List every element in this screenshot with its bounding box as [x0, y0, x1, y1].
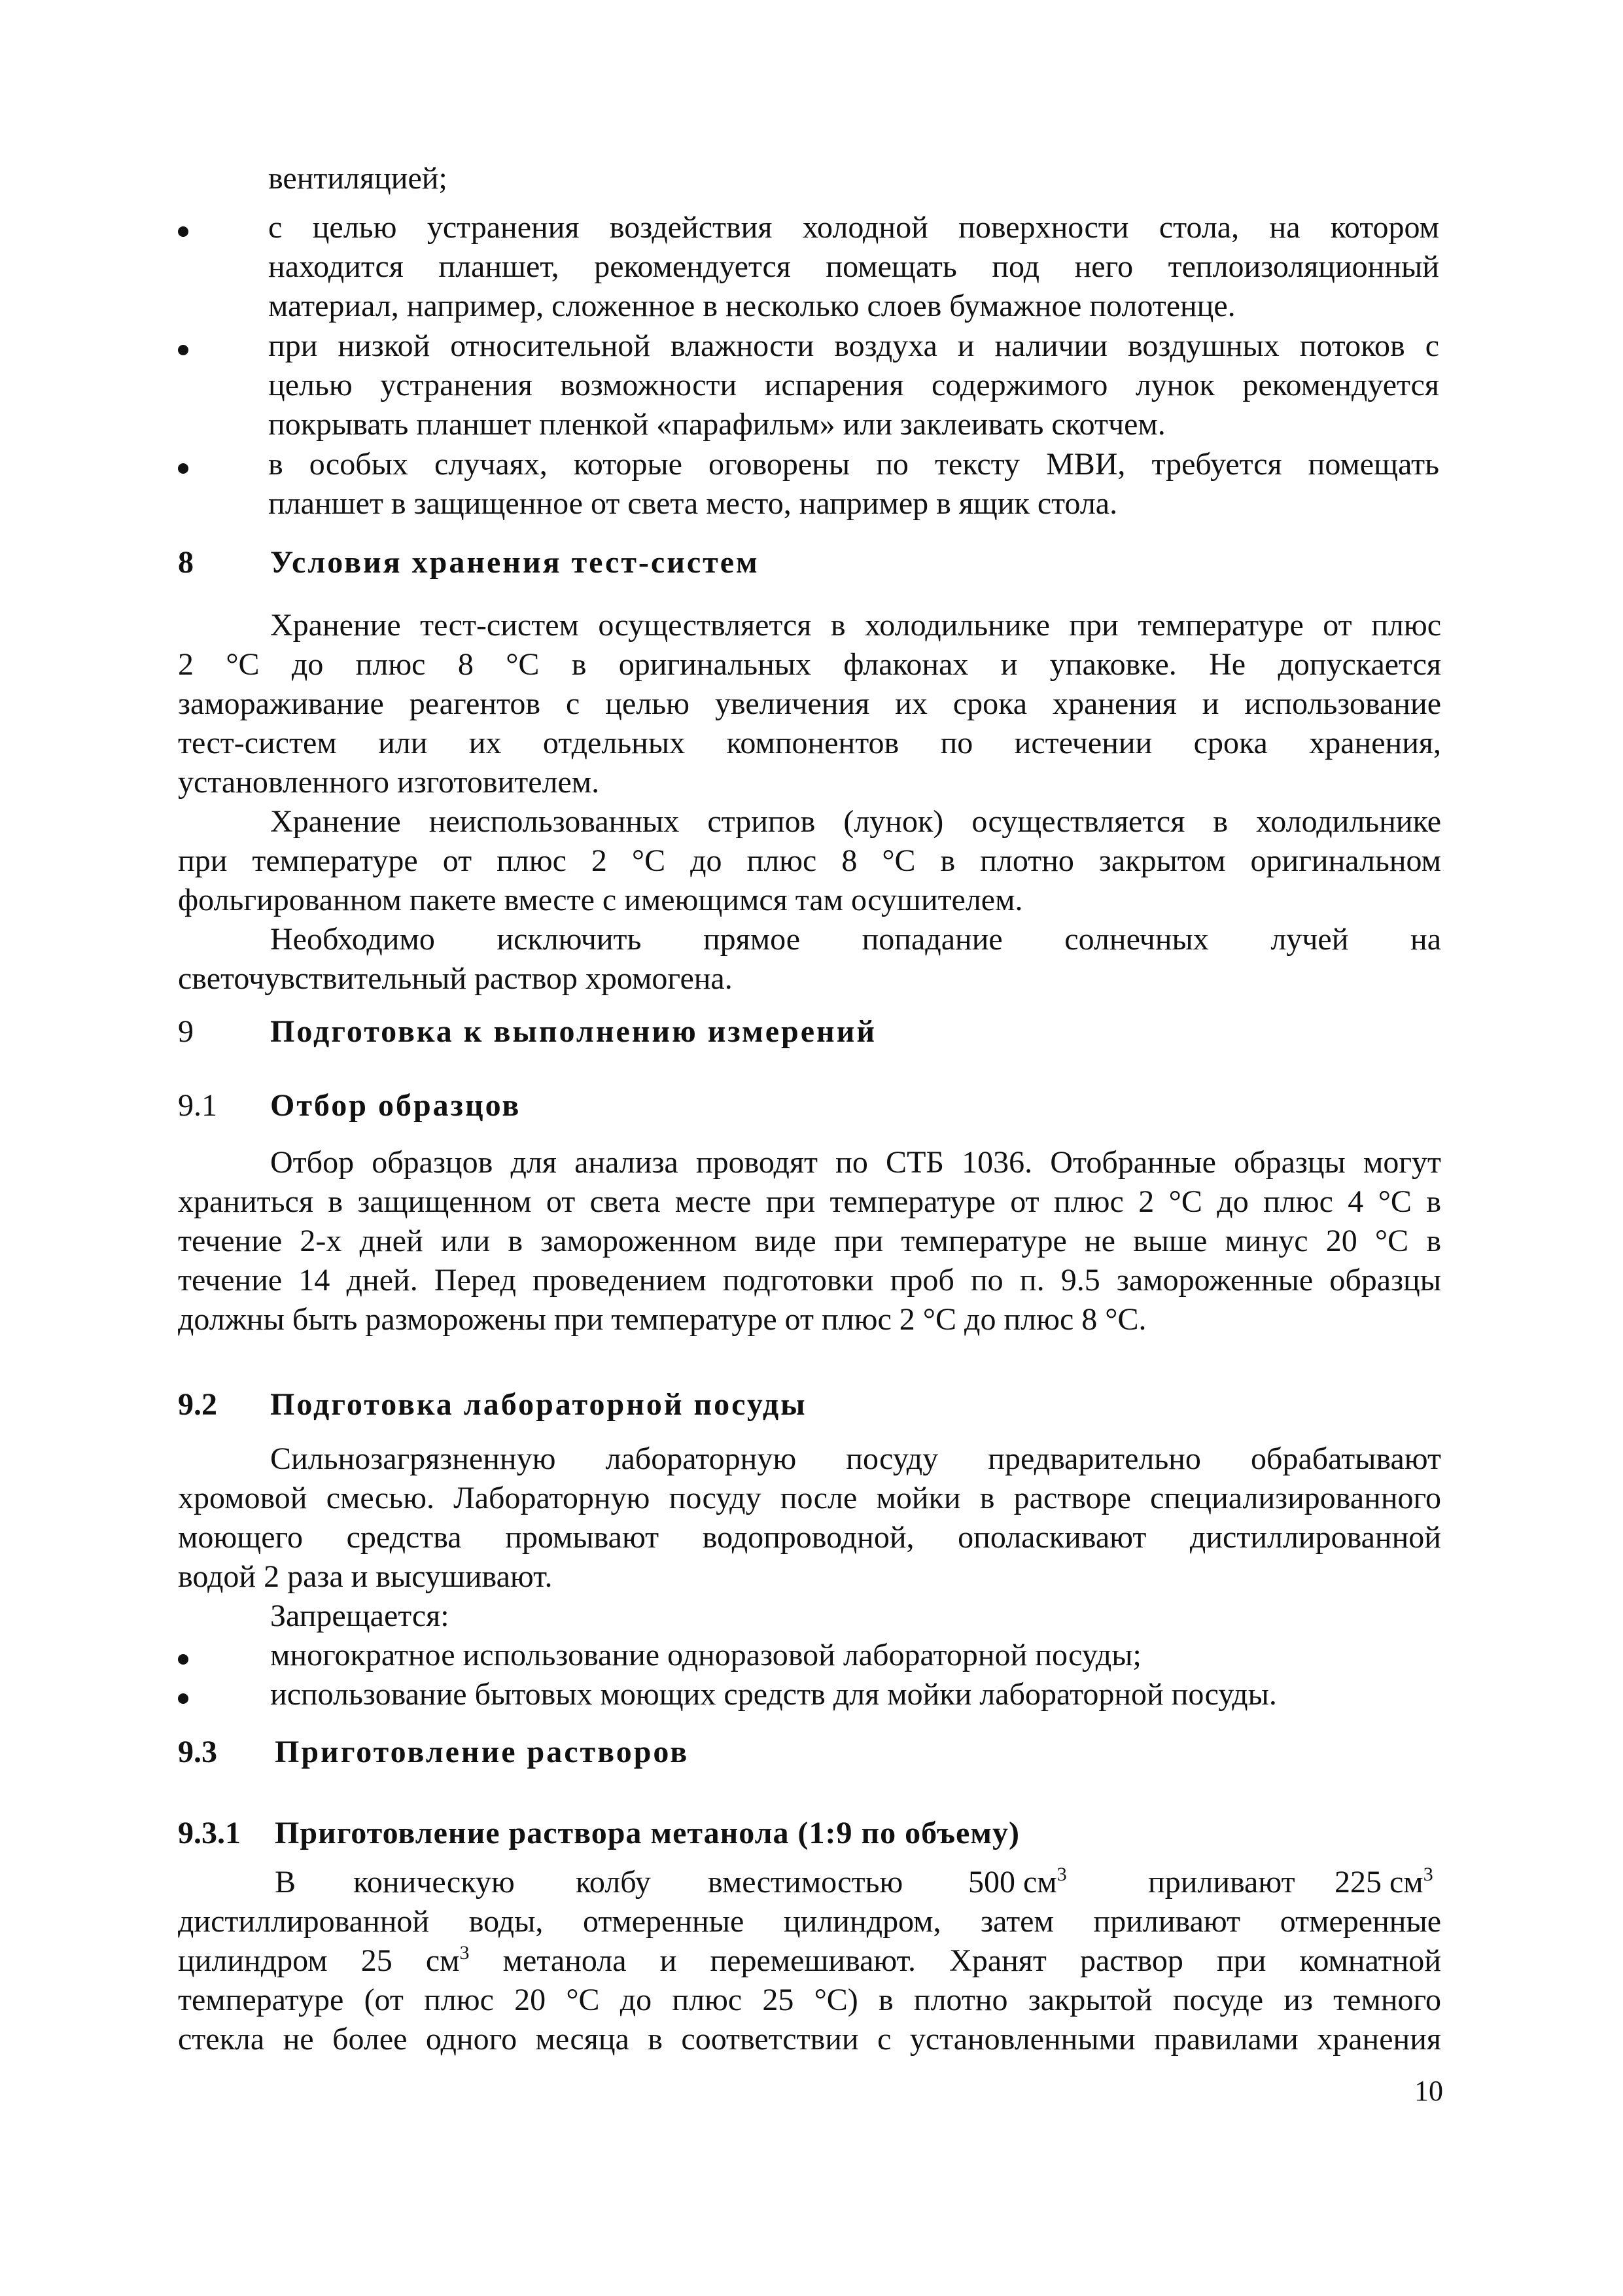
bullet-icon [178, 463, 188, 474]
section-9-1-number: 9.1 [178, 1088, 217, 1123]
s931-line-4: температуре (от плюс 20 °С до плюс 25 °С) в плотно закрытой посуде из темного [178, 1983, 1441, 2017]
s931-word: коническую [353, 1865, 515, 1899]
s931-volume-1: 500 $см^3$ [968, 1863, 1067, 1899]
intro-bullet-2-line-1: при низкой относительной влажности воздуха и наличии воздушных потоков с [268, 328, 1439, 363]
s8-p1-line-3: замораживание реагентов с целью увеличения их срока хранения и использование [178, 686, 1441, 721]
intro-bullet-1-line-3: материал, например, сложенное в несколько слоев бумажное полотенце. [268, 289, 1236, 323]
s91-line-4: течение 14 дней. Перед проведением подготовки проб по п. 9.5 замороженные образцы [178, 1263, 1441, 1298]
s92-line-3: моющего средства промывают водопроводной, ополаскивают дистиллированной [178, 1520, 1441, 1555]
s931-line-5: стекла не более одного месяца в соответствии с установленными правилами хранения [178, 2022, 1441, 2057]
s92-bullet-2: использование бытовых моющих средств для мойки лабораторной посуды. [270, 1677, 1277, 1712]
section-9-3-title: Приготовление растворов [275, 1735, 689, 1769]
s91-line-5: должны быть разморожены при температуре от плюс 2 °С до плюс 8 °С. [178, 1302, 1147, 1337]
s931-word: вместимостью [708, 1865, 903, 1899]
section-9-number: 9 [178, 1014, 194, 1049]
s92-forbidden-label: Запрещается: [270, 1598, 449, 1633]
section-8-title: Условия хранения тест-систем [270, 545, 759, 580]
intro-bullet-1-line-2: находится планшет, рекомендуется помещать под него теплоизоляционный [268, 249, 1439, 284]
s8-p1-line-2: 2 °С до плюс 8 °С в оригинальных флаконах и упаковке. Не допускается [178, 647, 1441, 682]
section-9-1-title: Отбор образцов [270, 1088, 521, 1123]
s931-volume-2: 225 $см^3$ [1335, 1863, 1433, 1899]
intro-bullet-3-line-1: в особых случаях, которые оговорены по тексту МВИ, требуется помещать [268, 447, 1439, 482]
page-number: 10 [1414, 2075, 1443, 2107]
s931-line-2: дистиллированной воды, отмеренные цилиндром, затем приливают отмеренные [178, 1904, 1441, 1939]
s8-p3-line-2: светочувствительный раствор хромогена. [178, 961, 733, 996]
bullet-icon [178, 345, 188, 355]
section-9-3-1-number: 9.3.1 [178, 1816, 241, 1850]
s8-p2-line-3: фольгированном пакете вместе с имеющимся там осушителем. [178, 883, 1023, 917]
intro-bullet-3-line-2: планшет в защищенное от света место, например в ящик стола. [268, 486, 1118, 521]
intro-bullet-2-line-2: целью устранения возможности испарения содержимого лунок рекомендуется [268, 368, 1439, 402]
section-9-3-1-title: Приготовление раствора метанола (1:9 по объему) [275, 1816, 1020, 1850]
section-9-2-title: Подготовка лабораторной посуды [270, 1387, 807, 1422]
section-9-title: Подготовка к выполнению измерений [270, 1014, 877, 1049]
bullet-icon [178, 226, 188, 237]
section-9-2-number: 9.2 [178, 1387, 217, 1422]
bullet-icon [178, 1693, 188, 1704]
intro-bullet-1-line-1: с целью устранения воздействия холодной поверхности стола, на котором [268, 210, 1439, 245]
s91-line-3: течение 2-х дней или в замороженном виде при температуре не выше минус 20 °С в [178, 1224, 1441, 1258]
s92-line-1: Сильнозагрязненную лабораторную посуду предварительно обрабатывают [270, 1441, 1441, 1476]
s91-line-2: храниться в защищенном от света месте при температуре от плюс 2 °С до плюс 4 °С в [178, 1184, 1441, 1219]
intro-bullet-2-line-3: покрывать планшет пленкой «парафильм» или заклеивать скотчем. [268, 407, 1166, 442]
section-9-3-number: 9.3 [178, 1735, 217, 1769]
s92-line-2: хромовой смесью. Лабораторную посуду после мойки в растворе специализированного [178, 1481, 1441, 1515]
bullet-icon [178, 1654, 188, 1665]
s931-line-3: цилиндром 25 $см^3$ метанола и перемешивают. Хранят раствор при комнатной [178, 1942, 1441, 1978]
section-8-number: 8 [178, 545, 194, 580]
s92-bullet-1: многократное использование одноразовой лабораторной посуды; [270, 1638, 1142, 1672]
s8-p2-line-2: при температуре от плюс 2 °С до плюс 8 °С в плотно закрытом оригинальном [178, 843, 1441, 878]
s91-line-1: Отбор образцов для анализа проводят по СТБ 1036. Отобранные образцы могут [270, 1145, 1441, 1180]
s8-p1-line-4: тест-систем или их отдельных компонентов по истечении срока хранения, [178, 726, 1441, 760]
intro-line: вентиляцией; [268, 161, 447, 196]
s92-line-4: водой 2 раза и высушивают. [178, 1559, 553, 1594]
s931-word: колбу [576, 1865, 651, 1899]
s931-word: приливают [1148, 1865, 1295, 1899]
s931-word: В [275, 1865, 296, 1899]
s8-p1-line-5: установленного изготовителем. [178, 765, 600, 800]
s8-p1-line-1: Хранение тест-систем осуществляется в холодильнике при температуре от плюс [270, 608, 1441, 643]
s8-p2-line-1: Хранение неиспользованных стрипов (лунок) осуществляется в холодильнике [270, 804, 1441, 839]
s8-p3-line-1: Необходимо исключить прямое попадание солнечных лучей на [270, 922, 1441, 957]
